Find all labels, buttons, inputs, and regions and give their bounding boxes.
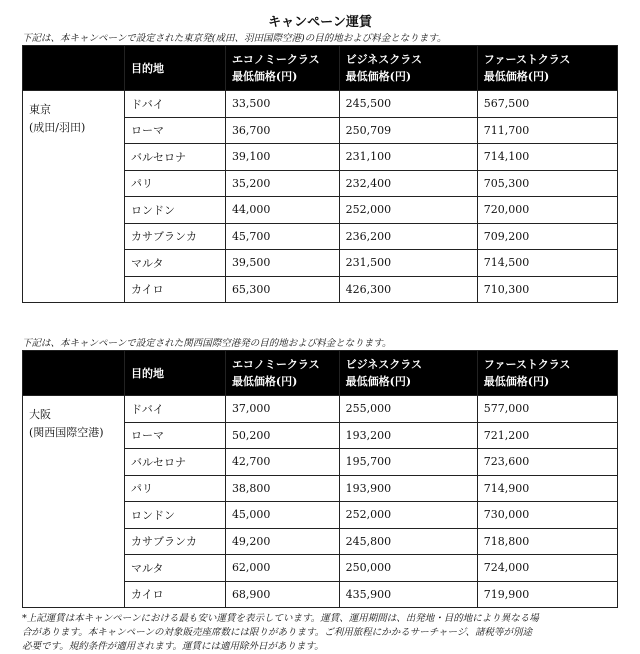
first-price-cell: 720,000 (477, 197, 617, 224)
first-price-cell: 714,900 (477, 475, 617, 502)
first-price-cell: 719,900 (477, 581, 617, 608)
business-price-cell: 245,800 (339, 528, 477, 555)
first-price-cell: 718,800 (477, 528, 617, 555)
economy-price-cell: 44,000 (225, 197, 339, 224)
first-price-cell: 730,000 (477, 502, 617, 529)
business-price-cell: 231,500 (339, 250, 477, 277)
first-price-cell: 709,200 (477, 223, 617, 250)
economy-price-cell: 49,200 (225, 528, 339, 555)
economy-price-cell: 33,500 (225, 91, 339, 118)
economy-price-cell: 62,000 (225, 555, 339, 582)
table-row (23, 396, 618, 423)
footnote-line: 合があります。本キャンペーンの対象販売座席数には限りがあります。ご利用旅程にかかるサーチャージ、諸税等が別途 (22, 627, 533, 638)
header-business: ビジネスクラス 最低価格(円) (339, 46, 477, 91)
destination-cell: バルセロナ (125, 144, 226, 171)
destination-cell: ドバイ (125, 396, 226, 423)
destination-cell: カサブランカ (125, 223, 226, 250)
footnote (22, 612, 618, 654)
business-price-cell: 232,400 (339, 170, 477, 197)
header-first: ファーストクラス 最低価格(円) (477, 46, 617, 91)
economy-price-cell: 35,200 (225, 170, 339, 197)
economy-price-cell: 37,000 (225, 396, 339, 423)
header-first: ファーストクラス 最低価格(円) (477, 351, 617, 396)
destination-cell: カイロ (125, 276, 226, 303)
economy-price-cell: 65,300 (225, 276, 339, 303)
fare-table-tokyo (22, 45, 618, 303)
header-economy: エコノミークラス 最低価格(円) (225, 46, 339, 91)
first-price-cell: 724,000 (477, 555, 617, 582)
header-destination: 目的地 (125, 351, 226, 396)
section-note-osaka: 下記は、本キャンペーンで設定された関西国際空港発の目的地および料金となります。 (22, 338, 392, 349)
economy-price-cell: 36,700 (225, 117, 339, 144)
economy-price-cell: 39,500 (225, 250, 339, 277)
economy-price-cell: 42,700 (225, 449, 339, 476)
origin-cell-osaka: 大阪 (関西国際空港) (23, 396, 125, 608)
first-price-cell: 714,100 (477, 144, 617, 171)
footnote-line: 必要です。規約条件が適用されます。運賃には適用除外日があります。 (22, 641, 324, 652)
header-business: ビジネスクラス 最低価格(円) (339, 351, 477, 396)
first-price-cell: 705,300 (477, 170, 617, 197)
economy-price-cell: 50,200 (225, 422, 339, 449)
header-destination: 目的地 (125, 46, 226, 91)
business-price-cell: 426,300 (339, 276, 477, 303)
destination-cell: マルタ (125, 250, 226, 277)
business-price-cell: 250,709 (339, 117, 477, 144)
page-title: キャンペーン運賃 (268, 15, 372, 30)
destination-cell: マルタ (125, 555, 226, 582)
destination-cell: バルセロナ (125, 449, 226, 476)
business-price-cell: 252,000 (339, 502, 477, 529)
economy-price-cell: 68,900 (225, 581, 339, 608)
business-price-cell: 231,100 (339, 144, 477, 171)
destination-cell: ローマ (125, 117, 226, 144)
first-price-cell: 711,700 (477, 117, 617, 144)
destination-cell: ロンドン (125, 197, 226, 224)
destination-cell: ロンドン (125, 502, 226, 529)
destination-cell: カサブランカ (125, 528, 226, 555)
destination-cell: ドバイ (125, 91, 226, 118)
destination-cell: パリ (125, 475, 226, 502)
business-price-cell: 236,200 (339, 223, 477, 250)
section-gap (22, 303, 618, 337)
first-price-cell: 567,500 (477, 91, 617, 118)
first-price-cell: 714,500 (477, 250, 617, 277)
business-price-cell: 252,000 (339, 197, 477, 224)
section-note-tokyo: 下記は、本キャンペーンで設定された東京発(成田、羽田国際空港)の目的地および料金となります。 (22, 33, 447, 44)
first-price-cell: 721,200 (477, 422, 617, 449)
header-blank-cell (23, 351, 125, 396)
first-price-cell: 577,000 (477, 396, 617, 423)
business-price-cell: 435,900 (339, 581, 477, 608)
destination-cell: カイロ (125, 581, 226, 608)
business-price-cell: 245,500 (339, 91, 477, 118)
business-price-cell: 195,700 (339, 449, 477, 476)
economy-price-cell: 39,100 (225, 144, 339, 171)
economy-price-cell: 38,800 (225, 475, 339, 502)
economy-price-cell: 45,700 (225, 223, 339, 250)
economy-price-cell: 45,000 (225, 502, 339, 529)
first-price-cell: 710,300 (477, 276, 617, 303)
fare-table-osaka (22, 350, 618, 608)
first-price-cell: 723,600 (477, 449, 617, 476)
table-row (23, 91, 618, 118)
business-price-cell: 255,000 (339, 396, 477, 423)
header-economy: エコノミークラス 最低価格(円) (225, 351, 339, 396)
business-price-cell: 193,900 (339, 475, 477, 502)
business-price-cell: 250,000 (339, 555, 477, 582)
origin-cell-tokyo: 東京 (成田/羽田) (23, 91, 125, 303)
table-header-row (23, 351, 618, 396)
business-price-cell: 193,200 (339, 422, 477, 449)
footnote-line: *上記運賃は本キャンペーンにおける最も安い運賃を表示しています。運賃、運用期間は、出発地・目的地により異なる場 (22, 613, 539, 624)
header-blank-cell (23, 46, 125, 91)
table-header-row (23, 46, 618, 91)
destination-cell: ローマ (125, 422, 226, 449)
destination-cell: パリ (125, 170, 226, 197)
